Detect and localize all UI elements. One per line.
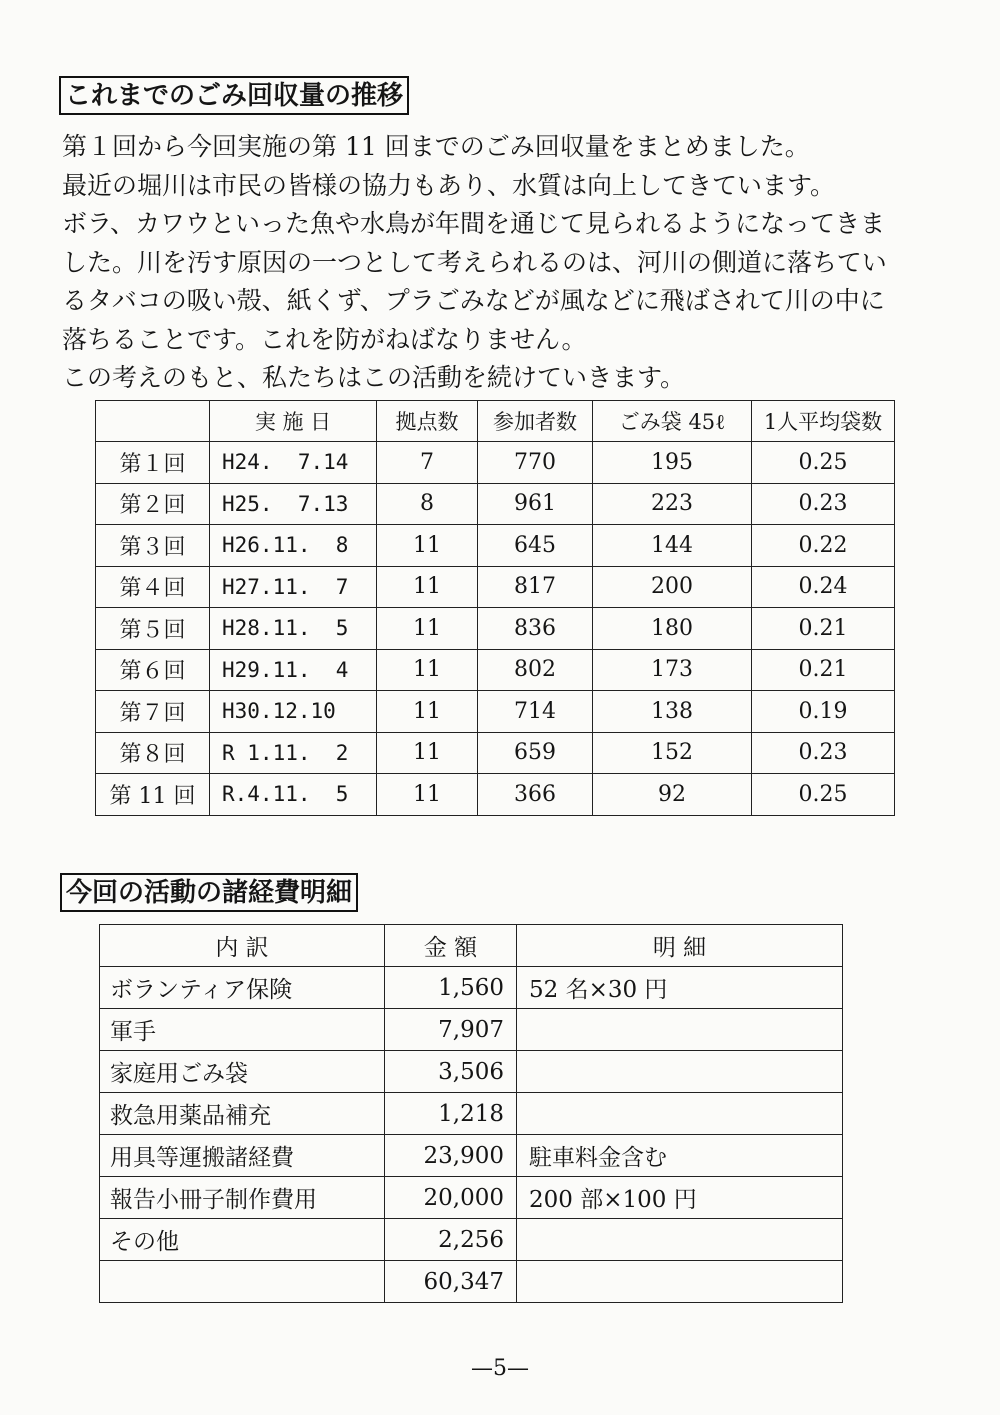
table-cell: 報告小冊子制作費用 <box>100 1177 385 1219</box>
page-number: —5— <box>471 1356 529 1381</box>
table-cell: 7,907 <box>385 1009 517 1051</box>
intro-line: 落ちることです。これを防がねばなりません。 <box>62 324 587 354</box>
table-row <box>100 1093 843 1135</box>
table-cell: 第 11 回 <box>96 774 210 816</box>
table-row <box>96 691 895 733</box>
table-cell: 20,000 <box>385 1177 517 1219</box>
table-row <box>96 483 895 525</box>
table-cell: 52 名×30 円 <box>517 967 843 1009</box>
table-row <box>100 1135 843 1177</box>
table-cell: 195 <box>593 442 752 484</box>
collection-table <box>95 400 895 816</box>
table-cell: 961 <box>478 483 593 525</box>
table-cell: 第８回 <box>96 732 210 774</box>
table-row <box>96 442 895 484</box>
table-row <box>96 732 895 774</box>
table-cell: R.4.11. 5 <box>210 774 377 816</box>
table-cell: 23,900 <box>385 1135 517 1177</box>
table-cell: 645 <box>478 525 593 567</box>
table-row <box>100 967 843 1009</box>
table-cell <box>517 1261 843 1303</box>
collection-table-header <box>96 401 895 442</box>
table-cell: 60,347 <box>385 1261 517 1303</box>
table-cell: 0.23 <box>752 732 895 774</box>
table-cell: R 1.11. 2 <box>210 732 377 774</box>
table-cell: 第３回 <box>96 525 210 567</box>
table-cell: 8 <box>377 483 478 525</box>
column-header: 参加者数 <box>478 401 593 442</box>
table-row <box>96 566 895 608</box>
column-header: 拠点数 <box>377 401 478 442</box>
table-cell: H29.11. 4 <box>210 649 377 691</box>
expense-table <box>99 924 843 1303</box>
table-cell <box>517 1051 843 1093</box>
table-cell: 11 <box>377 525 478 567</box>
table-cell: H28.11. 5 <box>210 608 377 650</box>
table-cell: 11 <box>377 649 478 691</box>
table-cell: H30.12.10 <box>210 691 377 733</box>
column-header: 金 額 <box>385 925 517 967</box>
table-cell: 200 <box>593 566 752 608</box>
table-cell: 144 <box>593 525 752 567</box>
table-row <box>100 1051 843 1093</box>
table-cell: 0.21 <box>752 649 895 691</box>
table-cell: 11 <box>377 566 478 608</box>
table-cell: 1,218 <box>385 1093 517 1135</box>
table-row <box>96 608 895 650</box>
table-cell: 836 <box>478 608 593 650</box>
table-cell <box>517 1093 843 1135</box>
table-cell: 817 <box>478 566 593 608</box>
section-heading-expenses: 今回の活動の諸経費明細 <box>60 873 358 912</box>
table-cell: 11 <box>377 732 478 774</box>
table-cell: 第５回 <box>96 608 210 650</box>
column-header: 実 施 日 <box>210 401 377 442</box>
table-cell: 173 <box>593 649 752 691</box>
table-cell: 2,256 <box>385 1219 517 1261</box>
table-cell: 第６回 <box>96 649 210 691</box>
table-cell: 0.21 <box>752 608 895 650</box>
table-row <box>100 1177 843 1219</box>
table-cell: 0.19 <box>752 691 895 733</box>
table-cell: 家庭用ごみ袋 <box>100 1051 385 1093</box>
table-cell: 駐車料金含む <box>517 1135 843 1177</box>
table-cell: 770 <box>478 442 593 484</box>
table-cell: 0.22 <box>752 525 895 567</box>
table-cell: ボランティア保険 <box>100 967 385 1009</box>
table-row <box>100 1219 843 1261</box>
table-cell: 223 <box>593 483 752 525</box>
intro-text <box>62 128 942 398</box>
table-cell: 第７回 <box>96 691 210 733</box>
table-cell: 802 <box>478 649 593 691</box>
table-cell: 138 <box>593 691 752 733</box>
table-cell: 11 <box>377 691 478 733</box>
table-cell: 152 <box>593 732 752 774</box>
table-cell: 第２回 <box>96 483 210 525</box>
column-header: 1人平均袋数 <box>752 401 895 442</box>
table-cell: 659 <box>478 732 593 774</box>
table-cell: 0.25 <box>752 442 895 484</box>
expense-table-header <box>100 925 843 967</box>
table-cell: 714 <box>478 691 593 733</box>
table-cell: 0.23 <box>752 483 895 525</box>
intro-line: した。川を汚す原因の一つとして考えられるのは、河川の側道に落ちてい <box>62 247 887 277</box>
column-header <box>96 401 210 442</box>
table-cell: 180 <box>593 608 752 650</box>
table-cell: 3,506 <box>385 1051 517 1093</box>
table-cell: H27.11. 7 <box>210 566 377 608</box>
table-cell: H24. 7.14 <box>210 442 377 484</box>
table-cell: 11 <box>377 774 478 816</box>
table-cell: H26.11. 8 <box>210 525 377 567</box>
table-row <box>96 774 895 816</box>
intro-line: るタバコの吸い殻、紙くず、プラごみなどが風などに飛ばされて川の中に <box>62 286 885 315</box>
section-heading-collection-trend: これまでのごみ回収量の推移 <box>59 76 409 115</box>
intro-line: この考えのもと、私たちはこの活動を続けていきます。 <box>62 363 686 392</box>
table-cell: 92 <box>593 774 752 816</box>
table-row <box>96 525 895 567</box>
table-row <box>100 1009 843 1051</box>
table-cell: 第４回 <box>96 566 210 608</box>
table-cell: 7 <box>377 442 478 484</box>
table-cell <box>517 1009 843 1051</box>
table-cell: 0.24 <box>752 566 895 608</box>
intro-line: ボラ、カワウといった魚や水鳥が年間を通じて見られるようになってきま <box>62 209 886 238</box>
table-cell: 救急用薬品補充 <box>100 1093 385 1135</box>
table-cell: 1,560 <box>385 967 517 1009</box>
table-cell: 軍手 <box>100 1009 385 1051</box>
table-cell: 第１回 <box>96 442 210 484</box>
table-cell: H25. 7.13 <box>210 483 377 525</box>
table-row <box>100 1261 843 1303</box>
table-cell: その他 <box>100 1219 385 1261</box>
column-header: 内 訳 <box>100 925 385 967</box>
table-cell <box>100 1261 385 1303</box>
table-cell: 366 <box>478 774 593 816</box>
table-cell: 200 部×100 円 <box>517 1177 843 1219</box>
table-cell: 用具等運搬諸経費 <box>100 1135 385 1177</box>
column-header: 明 細 <box>517 925 843 967</box>
intro-line: 最近の堀川は市民の皆様の協力もあり、水質は向上してきています。 <box>62 170 836 200</box>
table-cell: 11 <box>377 608 478 650</box>
table-row <box>96 649 895 691</box>
column-header: ごみ袋 45ℓ <box>593 401 752 442</box>
table-cell: 0.25 <box>752 774 895 816</box>
intro-line: 第１回から今回実施の第 11 回までのごみ回収量をまとめました。 <box>62 132 810 161</box>
table-cell <box>517 1219 843 1261</box>
